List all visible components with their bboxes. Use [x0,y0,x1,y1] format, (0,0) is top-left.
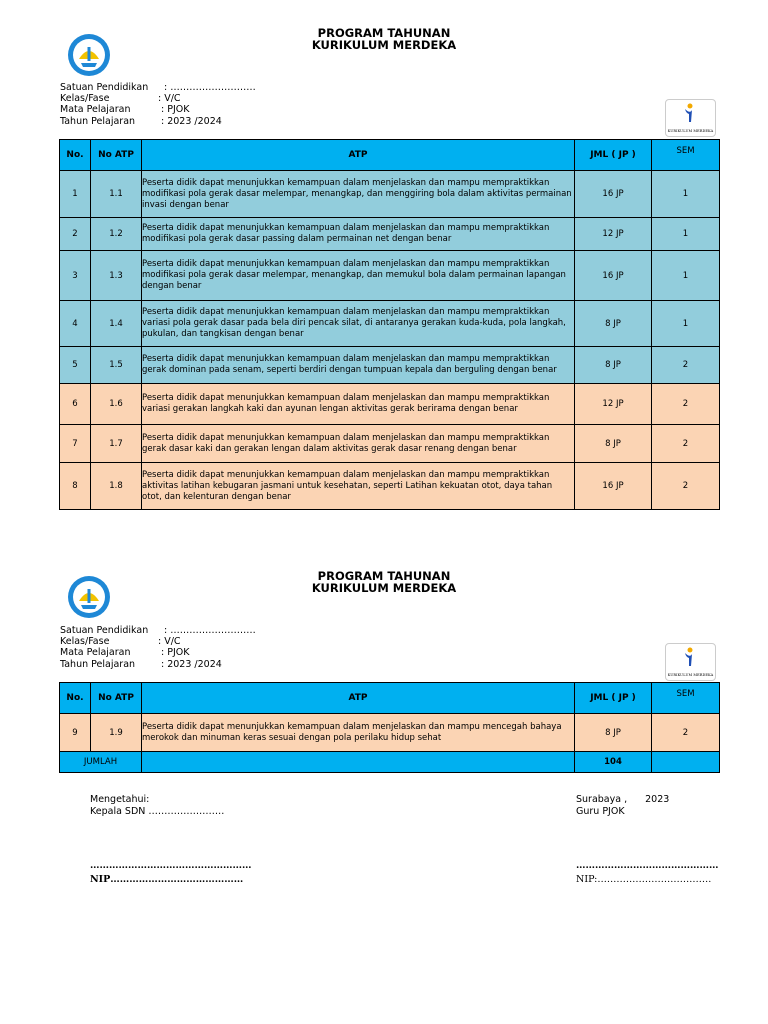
tahun-value: : 2023 /2024 [161,658,222,670]
row-no: 6 [60,384,91,425]
row-atp-no: 1.5 [91,347,142,384]
total-label: JUMLAH [60,752,142,773]
row-atp-no: 1.8 [91,463,142,510]
col-jml-jp: JML ( JP ) [575,683,652,714]
row-sem: 2 [652,384,720,425]
row-jp: 8 JP [575,347,652,384]
satuan-label: Satuan Pendidikan [60,625,149,636]
total-row [60,752,720,773]
kurikulum-merdeka-icon [666,100,715,126]
kelas-label: Kelas/Fase [60,93,110,105]
tahun-label: Tahun Pelajaran [60,658,136,670]
title-line-1: PROGRAM TAHUNAN [317,569,451,583]
tahun-value: : 2023 /2024 [161,115,222,127]
sig-right-name: ……………………………………… [576,860,719,871]
row-no: 5 [60,347,91,384]
row-sem: 2 [652,714,720,752]
sig-left-line2: Kepala SDN …………………… [90,806,225,817]
title-line-1: PROGRAM TAHUNAN [317,26,451,40]
table-row [60,171,720,218]
row-no: 4 [60,301,91,347]
row-jp: 16 JP [575,251,652,301]
kelas-label: Kelas/Fase [60,636,110,648]
sig-left-line1: Mengetahui: [90,794,150,805]
kurikulum-merdeka-icon [666,644,715,670]
kurikulum-merdeka-logo [665,643,716,681]
row-sem: 2 [652,425,720,463]
row-no: 9 [60,714,91,752]
satuan-value: : ……………………… [164,625,256,636]
title-line-2: KURIKULUM MERDEKA [311,38,457,52]
row-atp: Peserta didik dapat menunjukkan kemampuan dalam menjelaskan dan mampu mempraktikkan modifikasi pola gerak dasar passing dalam permainan net dengan benar [142,218,575,251]
page-title-2 [0,570,768,594]
row-no: 3 [60,251,91,301]
row-atp: Peserta didik dapat menunjukkan kemampuan dalam menjelaskan dan mampu mempraktikkan variasi gerakan langkah kaki dan ayunan lengan aktivitas gerak berirama dengan benar [142,384,575,425]
total-empty [142,752,575,773]
row-atp-no: 1.3 [91,251,142,301]
row-atp-no: 1.9 [91,714,142,752]
table-header-row [60,140,720,171]
row-atp: Peserta didik dapat menunjukkan kemampuan dalam menjelaskan dan mampu mempraktikkan gerak dominan pada senam, seperti berdiri dengan tumpuan kepala dan berguling dengan benar [142,347,575,384]
sig-left-nip: NIP…………………………………… [90,874,244,885]
atp-table [59,139,720,510]
mapel-label: Mata Pelajaran [60,104,131,116]
row-atp-no: 1.1 [91,171,142,218]
row-atp: Peserta didik dapat menunjukkan kemampuan dalam menjelaskan dan mampu mempraktikkan aktivitas latihan kebugaran jasmani untuk kesehatan, seperti Latihan kekuatan otot, daya tahan otot, dan kelenturan dengan benar [142,463,575,510]
col-atp: ATP [142,683,575,714]
table-row [60,384,720,425]
row-atp: Peserta didik dapat menunjukkan kemampuan dalam menjelaskan dan mampu mencegah bahaya merokok dan minuman keras sesuai dengan pola perilaku hidup sehat [142,714,575,752]
col-atp: ATP [142,140,575,171]
row-atp-no: 1.6 [91,384,142,425]
row-jp: 12 JP [575,218,652,251]
sig-left [90,794,224,818]
row-sem: 2 [652,347,720,384]
row-no: 2 [60,218,91,251]
satuan-label: Satuan Pendidikan [60,82,149,93]
mapel-value: : PJOK [161,104,190,116]
table-row [60,425,720,463]
row-jp: 8 JP [575,425,652,463]
row-jp: 16 JP [575,463,652,510]
row-sem: 1 [652,301,720,347]
row-atp: Peserta didik dapat menunjukkan kemampuan dalam menjelaskan dan mampu mempraktikkan gerak dasar kaki dan gerakan lengan dalam aktivitas gerak dasar renang dengan benar [142,425,575,463]
kelas-value: : V/C [158,636,181,648]
row-atp: Peserta didik dapat menunjukkan kemampuan dalam menjelaskan dan mampu mempraktikkan variasi pola gerak dasar pada bela diri pencak silat, di antaranya gerakan kuda-kuda, pola langkah, pukulan, dan tangkisan dengan benar [142,301,575,347]
kelas-value: : V/C [158,93,181,105]
col-sem: SEM [652,683,720,714]
row-no: 8 [60,463,91,510]
kurikulum-merdeka-logo [665,99,716,137]
atp-table-2 [59,682,720,773]
sig-right-role: Guru PJOK [576,806,625,817]
row-atp-no: 1.4 [91,301,142,347]
row-atp-no: 1.2 [91,218,142,251]
row-jp: 8 JP [575,714,652,752]
brand-logo-text: KURIKULUM MERDEKA [667,673,714,677]
row-atp: Peserta didik dapat menunjukkan kemampuan dalam menjelaskan dan mampu mempraktikkan modifikasi pola gerak dasar melempar, menangkap, dan menggiring bola dalam aktivitas permainan invasi dengan benar [142,171,575,218]
table-row [60,218,720,251]
row-sem: 1 [652,171,720,218]
page-title [0,27,768,51]
table-row [60,714,720,752]
table-row [60,251,720,301]
tut-wuri-logo [67,575,111,619]
row-jp: 12 JP [575,384,652,425]
row-jp: 16 JP [575,171,652,218]
row-sem: 2 [652,463,720,510]
row-sem: 1 [652,251,720,301]
table-header-row [60,683,720,714]
tut-wuri-logo [67,33,111,77]
sig-right-city: Surabaya , [576,794,628,805]
table-row [60,463,720,510]
row-no: 7 [60,425,91,463]
col-no: No. [60,140,91,171]
mapel-label: Mata Pelajaran [60,647,131,659]
col-no-atp: No ATP [91,140,142,171]
tahun-label: Tahun Pelajaran [60,115,136,127]
row-no: 1 [60,171,91,218]
sig-left-name: …………………………………………… [90,860,252,871]
total-sem-empty [652,752,720,773]
total-value: 104 [575,752,652,773]
col-no: No. [60,683,91,714]
sig-right-nip: NIP:……………………………… [576,874,712,885]
col-sem: SEM [652,140,720,171]
col-jml-jp: JML ( JP ) [575,140,652,171]
brand-logo-text: KURIKULUM MERDEKA [667,129,714,133]
row-atp-no: 1.7 [91,425,142,463]
row-atp: Peserta didik dapat menunjukkan kemampuan dalam menjelaskan dan mampu mempraktikkan modifikasi pola gerak dasar melempar, menangkap, dan memukul bola dalam permainan lapangan dengan benar [142,251,575,301]
sig-right-year: 2023 [645,794,670,805]
title-line-2: KURIKULUM MERDEKA [311,581,457,595]
mapel-value: : PJOK [161,647,190,659]
row-sem: 1 [652,218,720,251]
satuan-value: : ……………………… [164,82,256,93]
table-row [60,347,720,384]
sig-right [576,794,669,818]
table-row [60,301,720,347]
row-jp: 8 JP [575,301,652,347]
col-no-atp: No ATP [91,683,142,714]
